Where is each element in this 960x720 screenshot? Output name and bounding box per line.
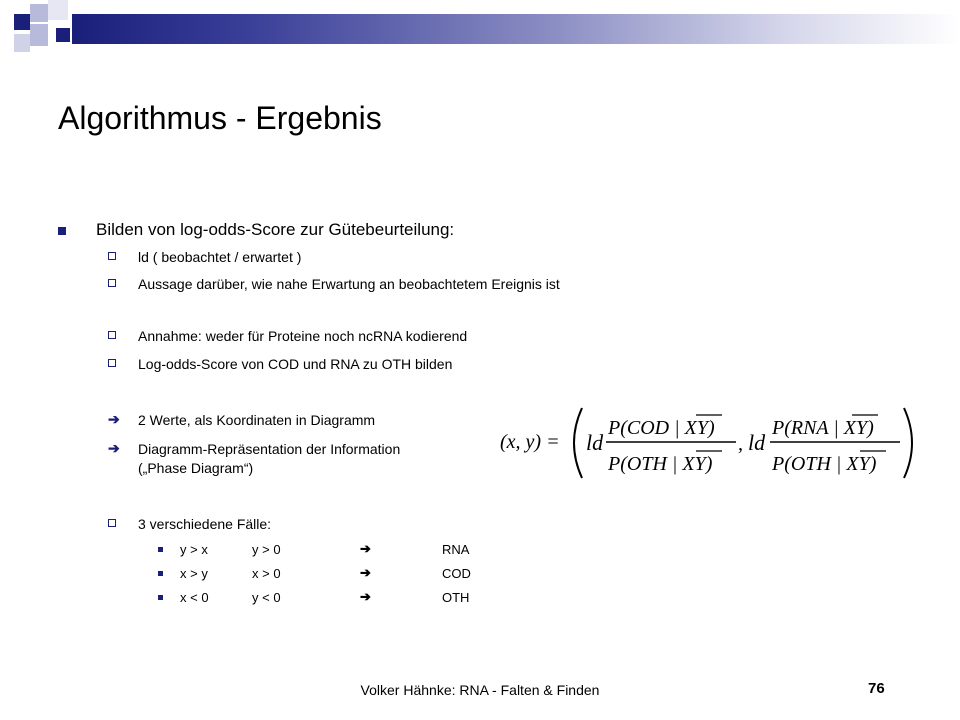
arrow-right-icon: ➔ bbox=[360, 565, 371, 580]
header-decoration bbox=[0, 0, 960, 62]
square-bullet-icon bbox=[58, 227, 66, 235]
decor-square bbox=[14, 14, 30, 30]
case-result: RNA bbox=[442, 542, 470, 557]
header-gradient-bar bbox=[72, 14, 960, 44]
formula-left-paren bbox=[574, 408, 582, 478]
slide-title: Algorithmus - Ergebnis bbox=[58, 100, 382, 136]
arrow-right-icon: ➔ bbox=[108, 440, 120, 456]
case-cond1: x < 0 bbox=[180, 590, 209, 605]
decor-square bbox=[30, 24, 48, 46]
case-cond2: y > 0 bbox=[252, 542, 281, 557]
arrow-right-icon: ➔ bbox=[108, 411, 120, 427]
formula-den2: P(OTH | XY) bbox=[772, 453, 877, 475]
hollow-square-bullet-icon bbox=[108, 359, 116, 367]
sub-item-text: 3 verschiedene Fälle: bbox=[138, 516, 272, 532]
case-result: OTH bbox=[442, 590, 470, 605]
hollow-square-bullet-icon bbox=[108, 331, 116, 339]
formula-num1: P(COD | XY) bbox=[608, 417, 715, 439]
decor-square bbox=[56, 28, 70, 42]
arrow-right-icon: ➔ bbox=[360, 541, 371, 556]
slide-footer: Volker Hähnke: RNA - Falten & Finden bbox=[360, 682, 600, 698]
arrow-item-text: Diagramm-Repräsentation der Information bbox=[138, 441, 401, 457]
sub-item-text: ld ( beobachtet / erwartet ) bbox=[138, 249, 302, 265]
sub-item-text: Annahme: weder für Proteine noch ncRNA kodierend bbox=[138, 328, 468, 344]
formula-lhs: (x, y) = bbox=[500, 431, 560, 453]
square-bullet-icon bbox=[158, 547, 163, 552]
decor-square bbox=[48, 0, 68, 20]
hollow-square-bullet-icon bbox=[108, 279, 116, 287]
square-bullet-icon bbox=[158, 571, 163, 576]
formula-num2: P(RNA | XY) bbox=[772, 417, 874, 439]
arrow-item-text: 2 Werte, als Koordinaten in Diagramm bbox=[138, 412, 376, 428]
formula-ld: ld bbox=[586, 430, 604, 455]
case-result: COD bbox=[442, 566, 471, 581]
log-odds-formula bbox=[496, 404, 916, 482]
formula-den1: P(OTH | XY) bbox=[608, 453, 713, 475]
decor-square bbox=[30, 4, 48, 22]
arrow-item-text: („Phase Diagram“) bbox=[138, 460, 254, 476]
formula-ld: ld bbox=[748, 430, 766, 455]
formula-comma: , bbox=[738, 433, 743, 455]
hollow-square-bullet-icon bbox=[108, 519, 116, 527]
decor-square bbox=[14, 34, 30, 52]
formula-right-paren bbox=[904, 408, 912, 478]
case-cond2: x > 0 bbox=[252, 566, 281, 581]
main-bullet-text: Bilden von log-odds-Score zur Gütebeurteilung: bbox=[96, 220, 455, 239]
page-number: 76 bbox=[868, 680, 885, 697]
square-bullet-icon bbox=[158, 595, 163, 600]
sub-item-text: Log-odds-Score von COD und RNA zu OTH bilden bbox=[138, 356, 453, 372]
case-cond1: y > x bbox=[180, 542, 208, 557]
sub-item-text: Aussage darüber, wie nahe Erwartung an beobachtetem Ereignis ist bbox=[138, 276, 560, 292]
case-cond1: x > y bbox=[180, 566, 208, 581]
case-cond2: y < 0 bbox=[252, 590, 281, 605]
hollow-square-bullet-icon bbox=[108, 252, 116, 260]
arrow-right-icon: ➔ bbox=[360, 589, 371, 604]
